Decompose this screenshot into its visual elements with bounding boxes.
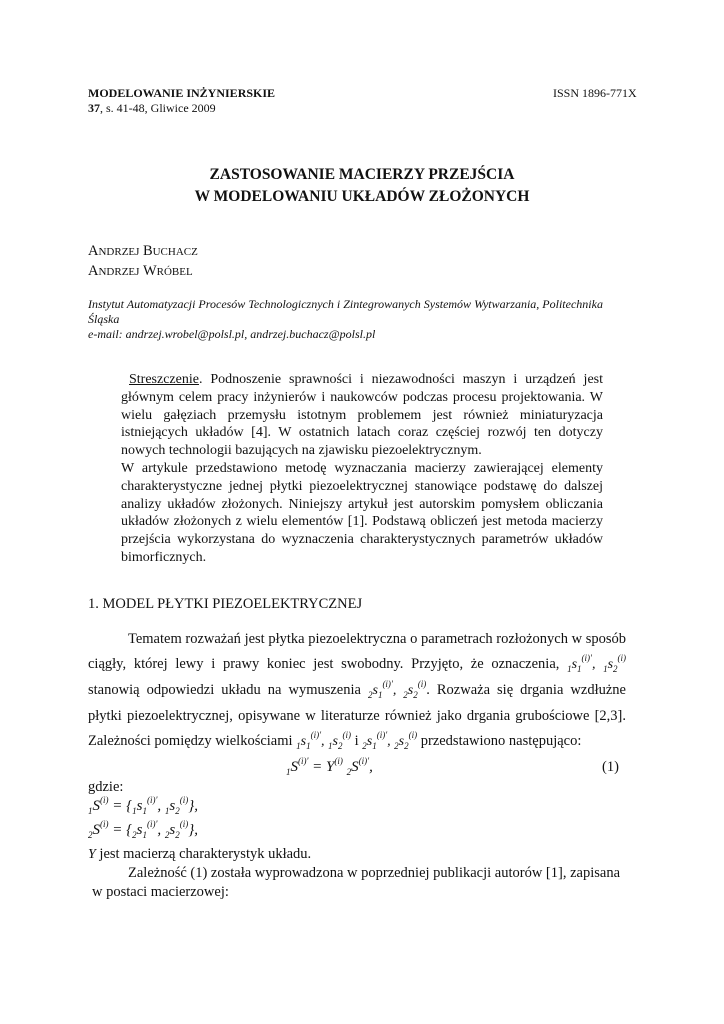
math-quantities: $_1s_1^{(i)'}$, $_1s_2^{(i)}$ [296, 730, 351, 751]
author-2-last-initial: W [142, 263, 157, 279]
pages-info: , s. 41-48, Gliwice 2009 [100, 101, 216, 115]
author-2 [88, 263, 193, 280]
paper-title-line-1: ZASTOSOWANIE MACIERZY PRZEJŚCIA [209, 166, 515, 183]
affiliation-line-2: Śląska [88, 312, 120, 326]
section-title: 1. MODEL PŁYTKI PIEZOELEKTRYCZNEJ [88, 596, 363, 612]
author-2-first-initial: A [88, 263, 99, 279]
abstract [121, 371, 603, 567]
volume-number: 37 [88, 101, 100, 115]
abstract-paragraph-1 [121, 371, 603, 460]
author-1-first-rest: NDRZEJ [98, 246, 140, 258]
author-2-first-rest: NDRZEJ [98, 266, 140, 278]
math-excitations: $_2s_1^{(i)'}$, $_2s_2^{(i)}$ [367, 679, 427, 700]
para-text-3: . Rozważa się drgania wzdłużne płytki piezoelektrycznej, opisywane w literaturze również jako drgania grubościowe [2,3]. Zależności pomiędzy wielkościami [88, 682, 626, 749]
volume-info [88, 101, 216, 116]
y-definition: Y jest macierzą charakterystyk układu. [88, 846, 312, 862]
and-word: i [354, 733, 359, 749]
author-1-first-initial: A [88, 243, 99, 259]
affiliation-line-1: Instytut Automatyzacji Procesów Technologicznych i Zintegrowanych Systemów Wytwarzania, Politechnika [88, 297, 603, 311]
math-s1-s2-responses: $_1s_1^{(i)'}$, $_1s_2^{(i)}$ [567, 653, 627, 674]
definition-s1: $_1S^{(i)} = \{_1s_1^{(i)'}$, $_1s_2^{(i)}$}, [88, 795, 198, 816]
math-quantities-2: $_2s_1^{(i)'}$, $_2s_2^{(i)}$ [362, 730, 418, 751]
abstract-text-1: . Podnoszenie sprawności i niezawodności maszyn i urządzeń jest głównym celem pracy inżynierów i naukowców podczas procesu projektowania. W wielu gałęziach przemysłu istotnym problemem jest również miniaturyzacja istniejących układów [4]. W ostatnich latach coraz częściej rozwój ten dotyczy nowych technologii bazujących na zjawisku piezoelektrycznym. [121, 372, 603, 459]
para-text-2: stanowią odpowiedzi układu na wymuszenia [88, 682, 361, 698]
author-1-last-rest: UCHACZ [152, 246, 198, 258]
para-text-4: przedstawiono następująco: [420, 733, 582, 749]
author-1-last-initial: B [142, 243, 153, 259]
author-1 [88, 243, 198, 260]
issn: ISSN 1896-771X [553, 86, 637, 100]
abstract-label: Streszczenie [129, 372, 199, 387]
definition-s2: $_2S^{(i)} = \{_2s_1^{(i)'}$, $_2s_2^{(i)}$}, [88, 819, 198, 840]
journal-name: MODELOWANIE INŻYNIERSKIE [88, 86, 276, 100]
section-paragraph-1 [88, 627, 626, 755]
abstract-paragraph-2: W artykule przedstawiono metodę wyznaczania macierzy zawierającej elementy charakterystyczne jednej płytki piezoelektrycznej stanowiące podstawę do dalszej analizy układów złożonych. Niniejszy artykuł jest autorskim pomysłem obliczania układów złożonych z wielu elementów [1]. Podstawą obliczeń jest metoda macierzy przejścia wykorzystana do wyznaczenia charakterystycznych parametrów układów bimorficznych. [121, 460, 603, 565]
paper-title-line-2: W MODELOWANIU UKŁADÓW ZŁOŻONYCH [194, 188, 530, 205]
section-paragraph-3: w postaci macierzowej: [92, 884, 229, 900]
para-text-1: Tematem rozważań jest płytka piezoelektryczna o parametrach rozłożonych w sposób ciągły, której lewy i prawy koniec jest swobodny. Przyjęto, że oznaczenia, [88, 631, 626, 672]
equation-1: $_1S^{(i)'} = Y^{(i)}$ $_2S^{(i)'}$, [286, 756, 373, 777]
equation-number: (1) [602, 759, 619, 775]
affiliation-email: e-mail: andrzej.wrobel@polsl.pl, andrzej.buchacz@polsl.pl [88, 327, 376, 341]
section-paragraph-2: Zależność (1) została wyprowadzona w poprzedniej publikacji autorów [1], zapisana [128, 865, 621, 881]
y-description: jest macierzą charakterystyk układu. [99, 846, 312, 862]
author-2-last-rest: RÓBEL [156, 266, 193, 278]
where-label: gdzie: [88, 779, 124, 795]
